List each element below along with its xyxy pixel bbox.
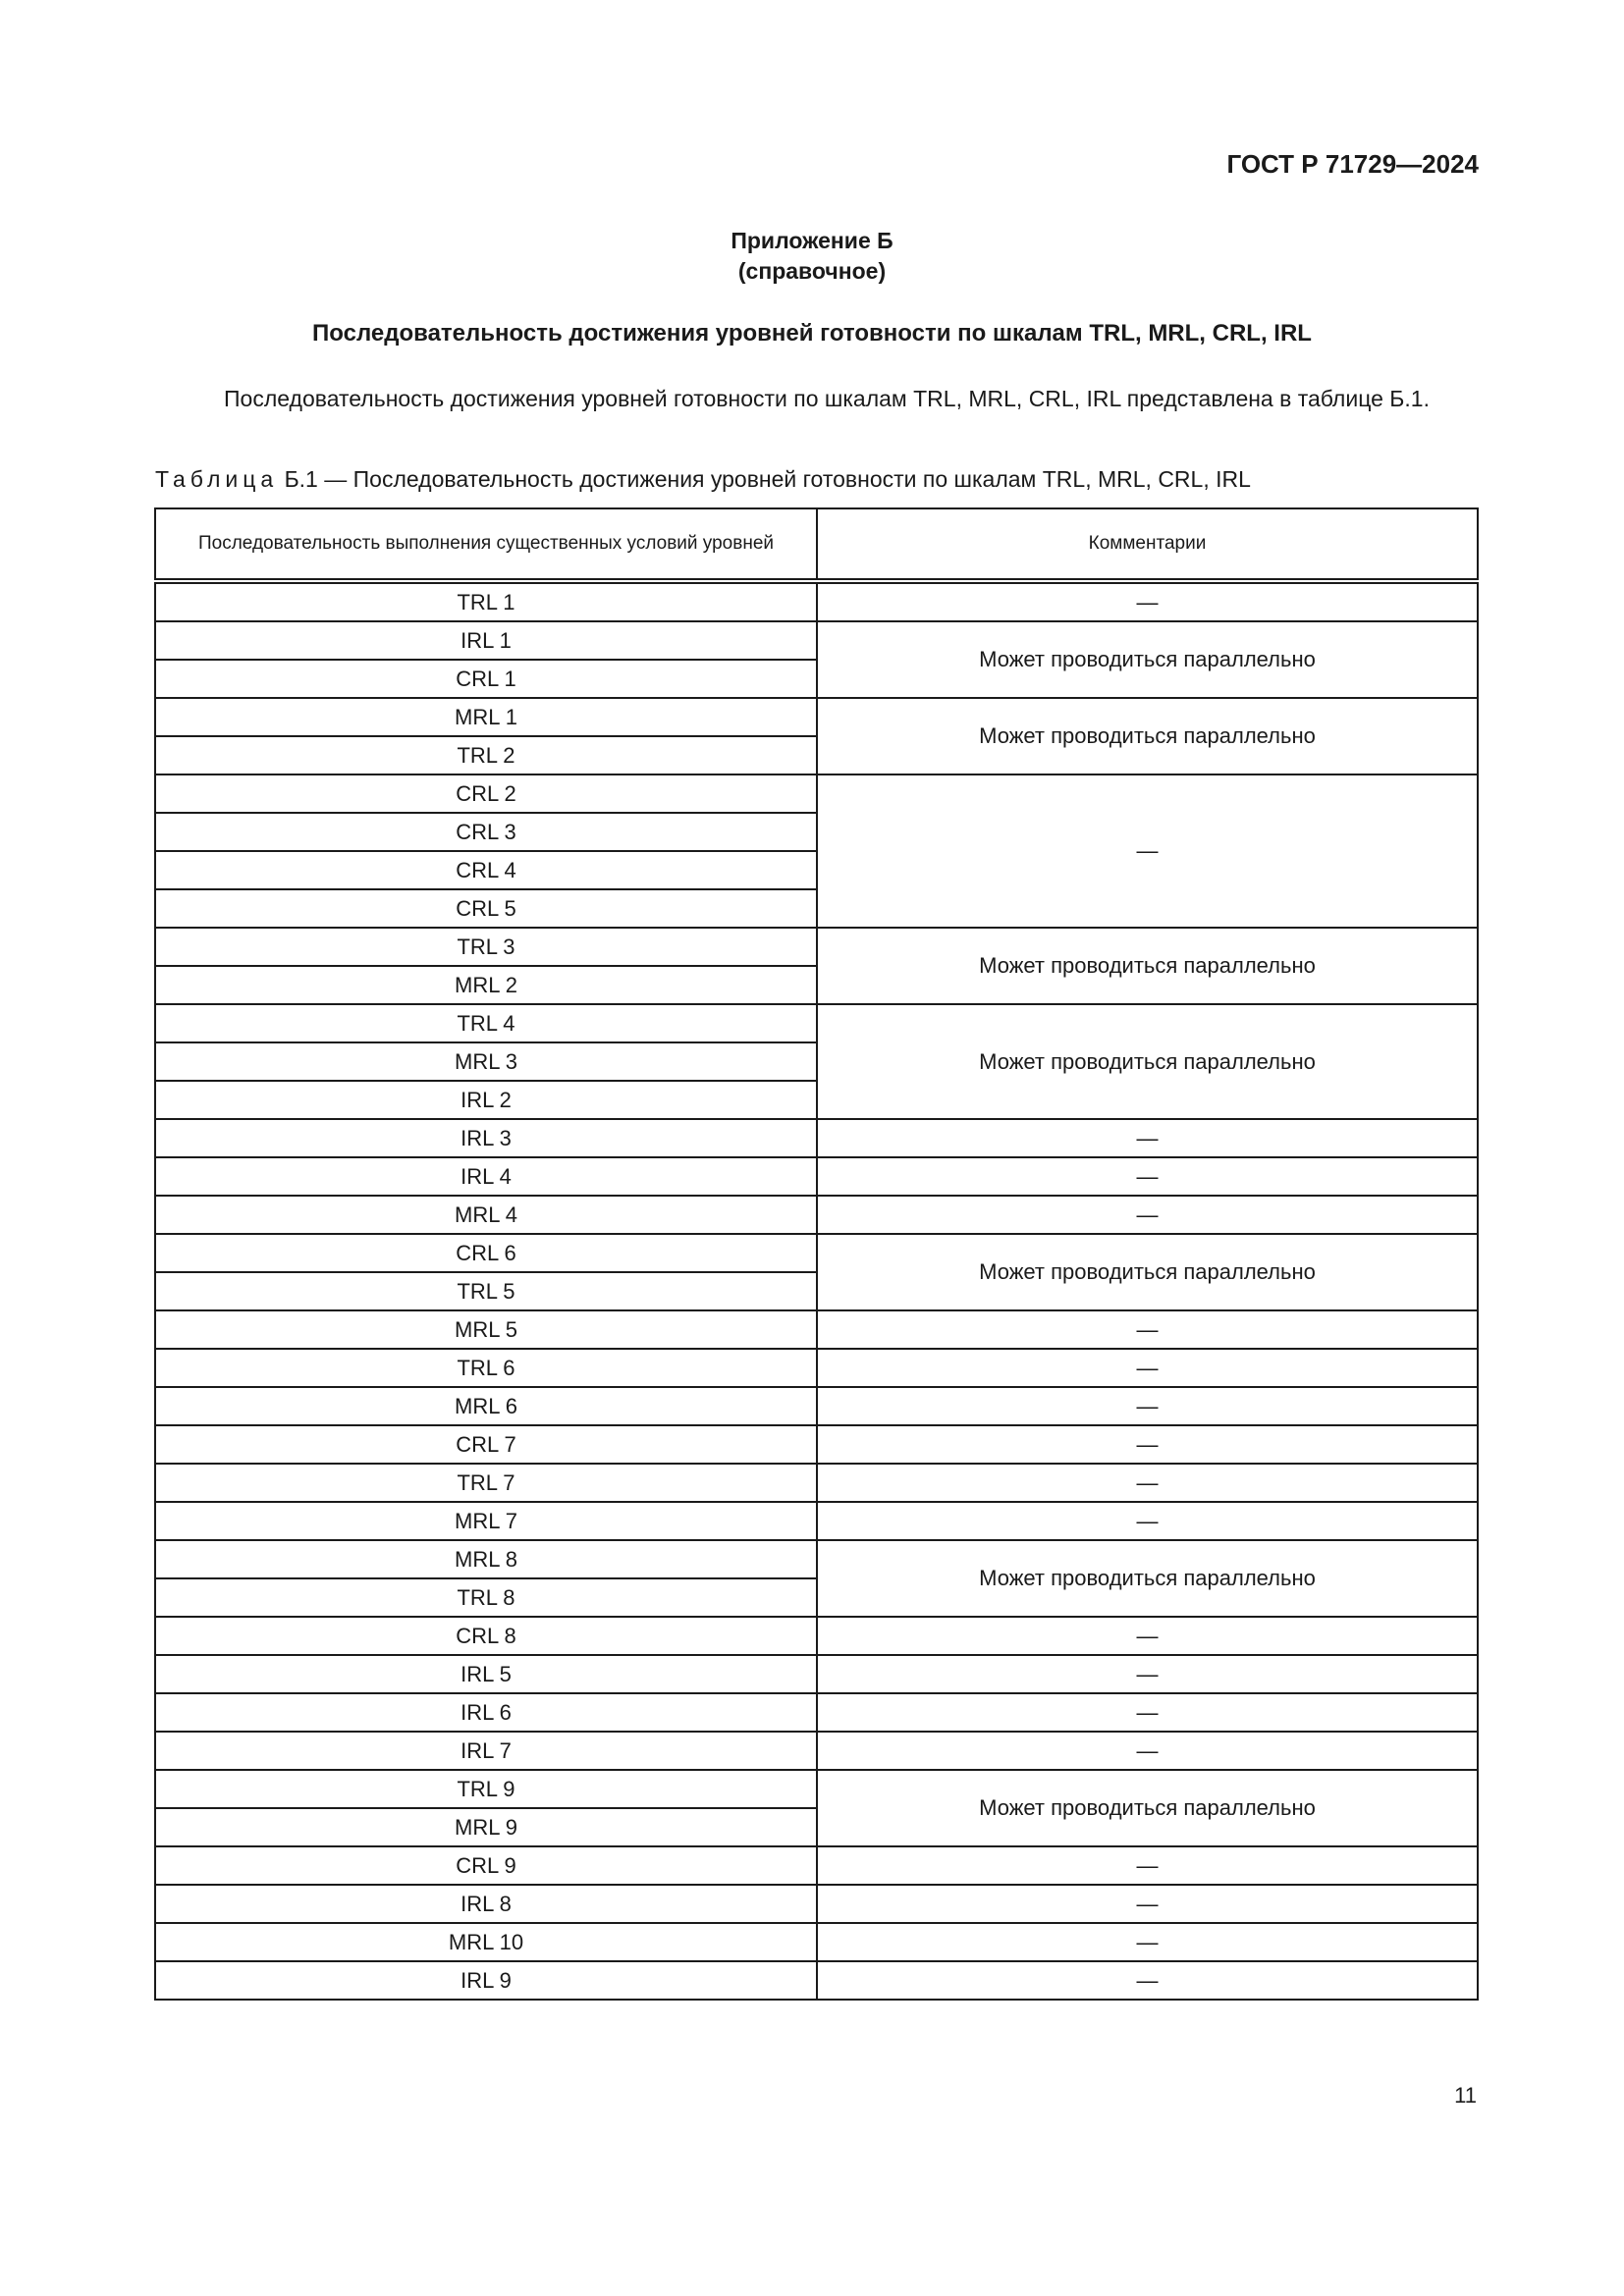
table-row [155, 621, 1478, 660]
table-row [155, 1004, 1478, 1042]
table-row [155, 1655, 1478, 1693]
level-cell: TRL 3 [155, 928, 817, 966]
comment-cell: — [817, 1196, 1478, 1234]
level-cell: CRL 6 [155, 1234, 817, 1272]
level-cell: MRL 7 [155, 1502, 817, 1540]
level-cell: MRL 8 [155, 1540, 817, 1578]
appendix-heading [0, 226, 1624, 287]
table-row [155, 1961, 1478, 2000]
header-sequence: Последовательность выполнения существенных условий уровней [155, 508, 817, 581]
level-cell: TRL 1 [155, 581, 817, 621]
comment-cell: — [817, 1732, 1478, 1770]
level-cell: CRL 4 [155, 851, 817, 889]
comment-cell: — [817, 1157, 1478, 1196]
table-row [155, 1617, 1478, 1655]
table-row [155, 1540, 1478, 1578]
table-row [155, 1387, 1478, 1425]
appendix-title: Приложение Б [731, 228, 893, 253]
level-cell: MRL 9 [155, 1808, 817, 1846]
table-row [155, 928, 1478, 966]
level-cell: IRL 7 [155, 1732, 817, 1770]
comment-cell: — [817, 1655, 1478, 1693]
comment-cell: — [817, 581, 1478, 621]
level-cell: TRL 2 [155, 736, 817, 774]
table-header-row [155, 508, 1478, 581]
table-row [155, 1157, 1478, 1196]
intro-paragraph: Последовательность достижения уровней готовности по шкалам TRL, MRL, CRL, IRL представлена в таблице Б.1. [224, 386, 1430, 411]
comment-cell: — [817, 774, 1478, 928]
level-cell: CRL 7 [155, 1425, 817, 1464]
table-row [155, 1846, 1478, 1885]
table-row [155, 1349, 1478, 1387]
comment-cell: — [817, 1885, 1478, 1923]
level-cell: TRL 5 [155, 1272, 817, 1310]
comment-cell: Может проводиться параллельно [817, 1540, 1478, 1617]
table-row [155, 1425, 1478, 1464]
table-row [155, 1502, 1478, 1540]
comment-cell: — [817, 1119, 1478, 1157]
table-row [155, 1770, 1478, 1808]
caption-text: Б.1 — Последовательность достижения уровней готовности по шкалам TRL, MRL, CRL, IRL [278, 466, 1251, 492]
level-cell: CRL 1 [155, 660, 817, 698]
table-row [155, 1732, 1478, 1770]
level-cell: CRL 3 [155, 813, 817, 851]
table-row [155, 1923, 1478, 1961]
table-row [155, 1196, 1478, 1234]
table-row [155, 1464, 1478, 1502]
table-row [155, 1885, 1478, 1923]
comment-cell: — [817, 1961, 1478, 2000]
table-row [155, 1310, 1478, 1349]
comment-cell: — [817, 1617, 1478, 1655]
level-cell: TRL 8 [155, 1578, 817, 1617]
comment-cell: — [817, 1425, 1478, 1464]
comment-cell: Может проводиться параллельно [817, 1770, 1478, 1846]
comment-cell: — [817, 1387, 1478, 1425]
level-cell: IRL 3 [155, 1119, 817, 1157]
level-cell: CRL 9 [155, 1846, 817, 1885]
level-cell: IRL 8 [155, 1885, 817, 1923]
level-cell: CRL 2 [155, 774, 817, 813]
document-code: ГОСТ Р 71729—2024 [1226, 149, 1479, 179]
comment-cell: Может проводиться параллельно [817, 1234, 1478, 1310]
level-cell: IRL 9 [155, 1961, 817, 2000]
header-comments: Комментарии [817, 508, 1478, 581]
level-cell: TRL 9 [155, 1770, 817, 1808]
page-number: 11 [1454, 2083, 1477, 2108]
level-cell: MRL 2 [155, 966, 817, 1004]
level-cell: IRL 1 [155, 621, 817, 660]
section-heading: Последовательность достижения уровней готовности по шкалам TRL, MRL, CRL, IRL [312, 320, 1312, 347]
table-row [155, 1693, 1478, 1732]
table-row [155, 698, 1478, 736]
level-cell: IRL 6 [155, 1693, 817, 1732]
table-row [155, 1119, 1478, 1157]
level-cell: IRL 4 [155, 1157, 817, 1196]
comment-cell: Может проводиться параллельно [817, 1004, 1478, 1119]
level-cell: TRL 6 [155, 1349, 817, 1387]
level-cell: TRL 7 [155, 1464, 817, 1502]
level-cell: IRL 2 [155, 1081, 817, 1119]
comment-cell: — [817, 1693, 1478, 1732]
comment-cell: Может проводиться параллельно [817, 698, 1478, 774]
level-cell: MRL 10 [155, 1923, 817, 1961]
level-cell: IRL 5 [155, 1655, 817, 1693]
comment-cell: — [817, 1310, 1478, 1349]
comment-cell: — [817, 1349, 1478, 1387]
level-cell: MRL 5 [155, 1310, 817, 1349]
table-row [155, 581, 1478, 621]
level-cell: CRL 5 [155, 889, 817, 928]
table-row [155, 1234, 1478, 1272]
caption-prefix: Таблица [155, 466, 279, 492]
comment-cell: — [817, 1464, 1478, 1502]
comment-cell: — [817, 1502, 1478, 1540]
comment-cell: Может проводиться параллельно [817, 928, 1478, 1004]
level-cell: MRL 1 [155, 698, 817, 736]
level-cell: MRL 3 [155, 1042, 817, 1081]
level-cell: MRL 4 [155, 1196, 817, 1234]
comment-cell: — [817, 1923, 1478, 1961]
table-row [155, 774, 1478, 813]
level-cell: CRL 8 [155, 1617, 817, 1655]
comment-cell: — [817, 1846, 1478, 1885]
comment-cell: Может проводиться параллельно [817, 621, 1478, 698]
readiness-sequence-table [154, 507, 1479, 2001]
level-cell: MRL 6 [155, 1387, 817, 1425]
table-caption [155, 466, 1251, 493]
level-cell: TRL 4 [155, 1004, 817, 1042]
appendix-subtitle: (справочное) [737, 258, 887, 284]
